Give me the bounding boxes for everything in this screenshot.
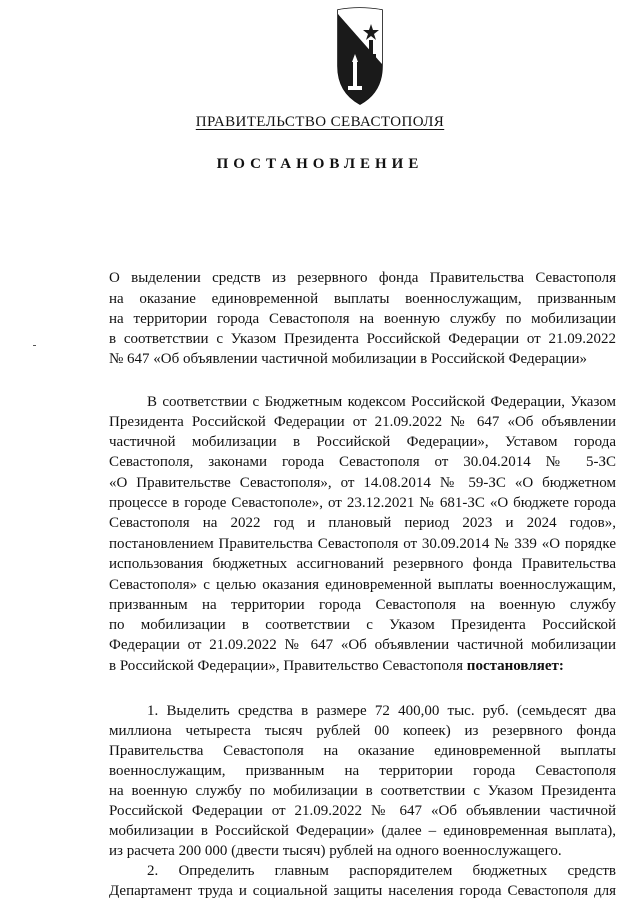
item1-line: Российской Федерации от 21.09.2022 № 647 «Об объявлении частичной [109, 803, 616, 819]
preamble-line: Президента Российской Федерации от 21.09.2022 № 647 «Об объявлении [109, 414, 616, 430]
title-line: на территории города Севастополя на военную службу по мобилизации [109, 311, 616, 327]
resolution-keyword: постановляет: [466, 658, 564, 674]
title-line: № 647 «Об объявлении частичной мобилизации в Российской Федерации» [109, 351, 588, 367]
title-line: О выделении средств из резервного фонда Правительства Севастополя [109, 270, 616, 286]
item1-line: Правительства Севастополя на оказание единовременной выплаты [109, 743, 616, 759]
item1-line: военнослужащим, призванным на территории города Севастополя [109, 763, 616, 779]
item1-line: мобилизации в Российской Федерации» (далее – единовременная выплата), [109, 823, 616, 839]
preamble-line: В соответствии с Бюджетным кодексом Российской Федерации, Указом [147, 394, 616, 410]
preamble-line: процессе в городе Севастополе», от 23.12.2021 № 681-ЗС «О бюджете города [109, 495, 616, 511]
preamble-line: Федерации от 21.09.2022 № 647 «Об объявлении частичной мобилизации [109, 637, 616, 653]
preamble-line: призванным на территории города Севастополя на военную службу [109, 597, 616, 613]
item2-line: 2. Определить главным распорядителем бюджетных средств [147, 863, 616, 879]
preamble-line: Севастополя, законами города Севастополя от 30.04.2014 № 5-ЗС [109, 454, 616, 470]
item2-line: Департамент труда и социальной защиты населения города Севастополя для [109, 883, 616, 899]
scan-speck [33, 345, 36, 346]
preamble-line: использования бюджетных ассигнований резервного фонда Правительства [109, 556, 616, 572]
preamble-line: «О Правительстве Севастополя», от 14.08.2014 № 59-ЗС «О бюджетном [109, 475, 616, 491]
item1-line: на военную службу по мобилизации в соответствии с Указом Президента [109, 783, 616, 799]
coat-of-arms-emblem [326, 6, 392, 110]
title-line: на оказание единовременной выплаты военнослужащим, призванным [109, 291, 616, 307]
organization-name: ПРАВИТЕЛЬСТВО СЕВАСТОПОЛЯ [195, 114, 445, 130]
item1-line: 1. Выделить средства в размере 72 400,00 тыс. руб. (семьдесят два [147, 703, 616, 719]
preamble-line: Севастополя на 2022 год и плановый период 2023 и 2024 годов», [109, 515, 616, 531]
preamble-line: Севастополя» с целью оказания единовременной выплаты военнослужащим, [109, 577, 616, 593]
preamble-line: в Российской Федерации», Правительство Севастополя [109, 658, 464, 674]
document-type: ПОСТАНОВЛЕНИЕ [216, 156, 424, 172]
item1-line: миллиона четыреста тысяч рублей 00 копеек) из резервного фонда [109, 723, 616, 739]
item1-line: из расчета 200 000 (двести тысяч) рублей на одного военнослужащего. [109, 843, 562, 859]
preamble-last-line [109, 657, 564, 675]
preamble-line: постановлением Правительства Севастополя от 30.09.2014 № 339 «О порядке [109, 536, 616, 552]
title-line: в соответствии с Указом Президента Российской Федерации от 21.09.2022 [109, 331, 616, 347]
preamble-line: по мобилизации в соответствии с Указом Президента Российской [109, 617, 616, 633]
preamble-line: частичной мобилизации в Российской Федерации», Уставом города [109, 434, 616, 450]
